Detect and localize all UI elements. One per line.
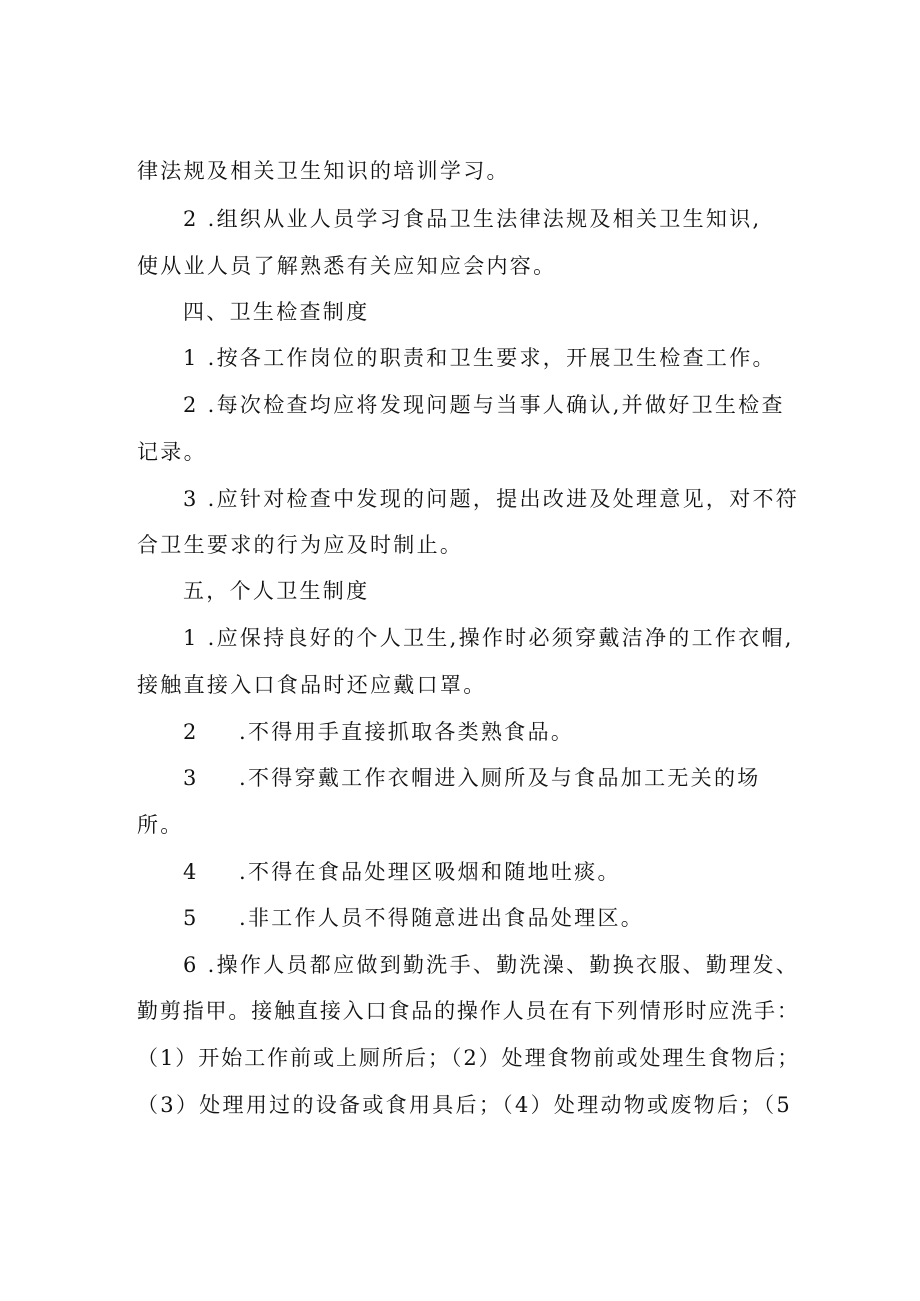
text-line: 接触直接入口食品时还应戴口罩。 <box>137 673 487 697</box>
text-line: 律法规及相关卫生知识的培训学习。 <box>137 159 510 183</box>
list-item <box>183 904 644 932</box>
text-line: 使从业人员了解熟悉有关应知应会内容。 <box>137 254 557 278</box>
list-item <box>183 764 761 792</box>
text-line: （3）处理用过的设备或食用具后；（4）处理动物或废物后；（5 <box>137 1093 793 1117</box>
list-number: 5 <box>183 906 199 930</box>
list-item <box>183 718 574 746</box>
list-number: 2 <box>183 720 199 744</box>
text-line: 6 .操作人员都应做到勤洗手、勤洗澡、勤换衣服、勤理发、 <box>183 953 800 977</box>
list-number: 3 <box>183 766 199 790</box>
list-text: .不得穿戴工作衣帽进入厕所及与食品加工无关的场 <box>239 766 761 790</box>
section-heading: 四、卫生检查制度 <box>183 300 370 324</box>
text-line: 2 .组织从业人员学习食品卫生法律法规及相关卫生知识, <box>183 207 762 231</box>
list-text: .不得用手直接抓取各类熟食品。 <box>239 720 575 744</box>
text-line: 勤剪指甲。接触直接入口食品的操作人员在有下列情形时应洗手： <box>137 999 800 1023</box>
list-text: .非工作人员不得随意进出食品处理区。 <box>239 906 645 930</box>
text-line: 记录。 <box>137 440 207 464</box>
text-line: 1 .按各工作岗位的职责和卫生要求，开展卫生检查工作。 <box>183 346 776 370</box>
text-line: 1 .应保持良好的个人卫生,操作时必须穿戴洁净的工作衣帽, <box>183 626 794 650</box>
text-line: （1）开始工作前或上厕所后；（2）处理食物前或处理生食物后； <box>137 1046 801 1070</box>
text-line: 合卫生要求的行为应及时制止。 <box>137 533 464 557</box>
text-line: 所。 <box>137 813 184 837</box>
list-number: 4 <box>183 860 199 884</box>
text-line: 3 .应针对检查中发现的问题，提出改进及处理意见，对不符 <box>183 487 800 511</box>
list-text: .不得在食品处理区吸烟和随地吐痰。 <box>239 860 621 884</box>
section-heading: 五，个人卫生制度 <box>183 579 370 603</box>
text-line: 2 .每次检查均应将发现问题与当事人确认,并做好卫生检查 <box>183 393 785 417</box>
list-item <box>183 858 621 886</box>
